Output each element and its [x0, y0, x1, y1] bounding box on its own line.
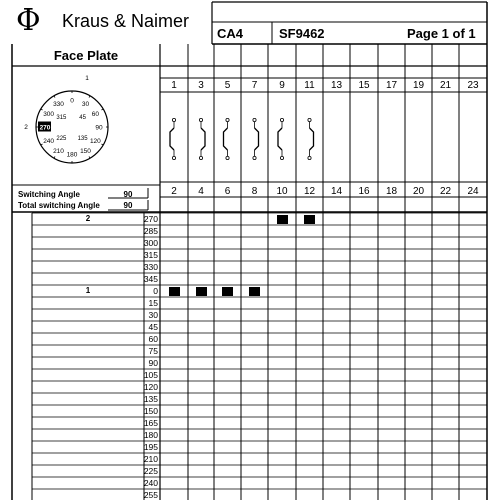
terminal-21: 21 — [439, 80, 452, 91]
contact-symbol — [224, 118, 230, 159]
angle-value: 45 — [148, 322, 158, 332]
table-row — [0, 489, 500, 501]
total-switching-angle-label: Total switching Angle — [18, 201, 100, 210]
terminal-2: 2 — [171, 186, 177, 197]
terminal-14: 14 — [330, 186, 343, 197]
angle-value: 315 — [143, 250, 158, 260]
table-row — [0, 309, 500, 321]
series-label: CA4 — [217, 26, 244, 41]
contact-closed-mark — [277, 215, 288, 224]
contact-closed-mark — [169, 287, 180, 296]
terminal-5: 5 — [224, 80, 231, 91]
table-row — [0, 261, 500, 273]
table-row — [0, 237, 500, 249]
terminal-10: 10 — [276, 186, 288, 197]
angle-value: 225 — [143, 466, 158, 476]
angle-value: 330 — [143, 262, 158, 272]
terminal-19: 19 — [412, 80, 425, 91]
contact-symbol — [278, 118, 284, 159]
position-number: 1 — [85, 286, 91, 295]
page-number: Page 1 of 1 — [407, 26, 476, 41]
table-row — [0, 441, 500, 453]
dial-label: 30 — [81, 101, 90, 109]
terminal-12: 12 — [303, 186, 316, 197]
position-number: 2 — [85, 214, 91, 223]
brand-logo-icon: Φ — [16, 3, 41, 38]
dial-label: 0 — [70, 97, 74, 105]
terminal-24: 24 — [467, 186, 479, 197]
terminal-9: 9 — [279, 80, 285, 91]
contact-symbol — [170, 118, 176, 159]
dial-label: 120 — [89, 138, 101, 145]
terminal-23: 23 — [467, 80, 479, 91]
dial-inner-label: 135 — [77, 136, 88, 143]
angle-value: 300 — [143, 238, 158, 248]
table-row — [0, 393, 500, 405]
dial-inner-label: 315 — [56, 114, 67, 121]
switching-angle-label: Switching Angle — [18, 190, 80, 199]
angle-value: 285 — [143, 226, 158, 236]
table-row — [0, 345, 500, 357]
table-row — [0, 249, 500, 261]
terminal-3: 3 — [198, 80, 204, 91]
angle-value: 15 — [148, 298, 158, 308]
angle-value: 210 — [143, 454, 158, 464]
angle-value: 60 — [148, 334, 158, 344]
angle-value: 270 — [143, 214, 158, 224]
table-row — [0, 429, 500, 441]
angle-value: 180 — [143, 430, 158, 440]
contact-symbol — [199, 118, 205, 159]
dial-label: 300 — [43, 111, 55, 118]
contact-symbol — [308, 118, 314, 159]
terminal-6: 6 — [224, 186, 231, 197]
dial-label: 240 — [43, 138, 55, 145]
contact-closed-mark — [222, 287, 233, 296]
dial-inner-label: 45 — [79, 114, 86, 121]
table-row — [0, 357, 500, 369]
table-row — [0, 297, 500, 309]
contact-closed-mark — [304, 215, 315, 224]
terminal-13: 13 — [330, 80, 343, 91]
dial-label: 270 — [39, 124, 51, 132]
table-row — [0, 453, 500, 465]
contact-closed-mark — [249, 287, 260, 296]
angle-value: 165 — [143, 418, 158, 428]
table-row — [0, 213, 500, 225]
angle-value: 90 — [148, 358, 158, 368]
terminal-7: 7 — [251, 80, 258, 91]
dial-label: 60 — [91, 111, 99, 118]
brand-name: Kraus & Naimer — [62, 11, 190, 31]
table-row — [0, 369, 500, 381]
table-row — [0, 273, 500, 285]
position-marker-1: 1 — [85, 75, 89, 82]
angle-value: 120 — [143, 382, 158, 392]
angle-value: 255 — [143, 490, 158, 500]
terminal-17: 17 — [385, 80, 398, 91]
drawing-number: SF9462 — [279, 26, 325, 41]
angle-value: 345 — [143, 274, 158, 284]
terminal-4: 4 — [198, 186, 204, 197]
contact-closed-mark — [196, 287, 207, 296]
position-marker-2: 2 — [24, 124, 28, 131]
face-plate-dial — [0, 70, 160, 182]
table-row — [0, 477, 500, 489]
table-row — [0, 417, 500, 429]
switching-angle-value: 90 — [123, 190, 133, 199]
angle-value: 75 — [148, 346, 158, 356]
angle-value: 135 — [143, 394, 158, 404]
dial-label: 90 — [95, 124, 103, 132]
table-row — [0, 321, 500, 333]
angle-value: 30 — [148, 310, 158, 320]
terminal-22: 22 — [439, 186, 452, 197]
angle-value: 195 — [143, 442, 158, 452]
total-switching-angle-value: 90 — [123, 201, 133, 210]
angle-value: 240 — [143, 478, 158, 488]
terminal-16: 16 — [358, 186, 370, 197]
table-row — [0, 381, 500, 393]
terminal-8: 8 — [251, 186, 258, 197]
table-row — [0, 333, 500, 345]
contact-symbol — [253, 118, 259, 159]
angle-value: 150 — [143, 406, 158, 416]
angle-value: 0 — [153, 286, 158, 296]
dial-label: 150 — [80, 147, 91, 155]
table-row — [0, 465, 500, 477]
face-plate-title: Face Plate — [53, 48, 119, 63]
terminal-1: 1 — [171, 80, 177, 91]
table-row — [0, 225, 500, 237]
angle-value: 105 — [143, 370, 158, 380]
terminal-15: 15 — [358, 80, 370, 91]
dial-label: 180 — [66, 151, 78, 159]
table-row — [0, 285, 500, 297]
terminal-18: 18 — [385, 186, 398, 197]
terminal-20: 20 — [412, 186, 425, 197]
table-row — [0, 405, 500, 417]
dial-label: 330 — [53, 101, 64, 109]
dial-label: 210 — [53, 147, 64, 155]
terminal-11: 11 — [304, 80, 315, 91]
dial-inner-label: 225 — [56, 136, 67, 143]
